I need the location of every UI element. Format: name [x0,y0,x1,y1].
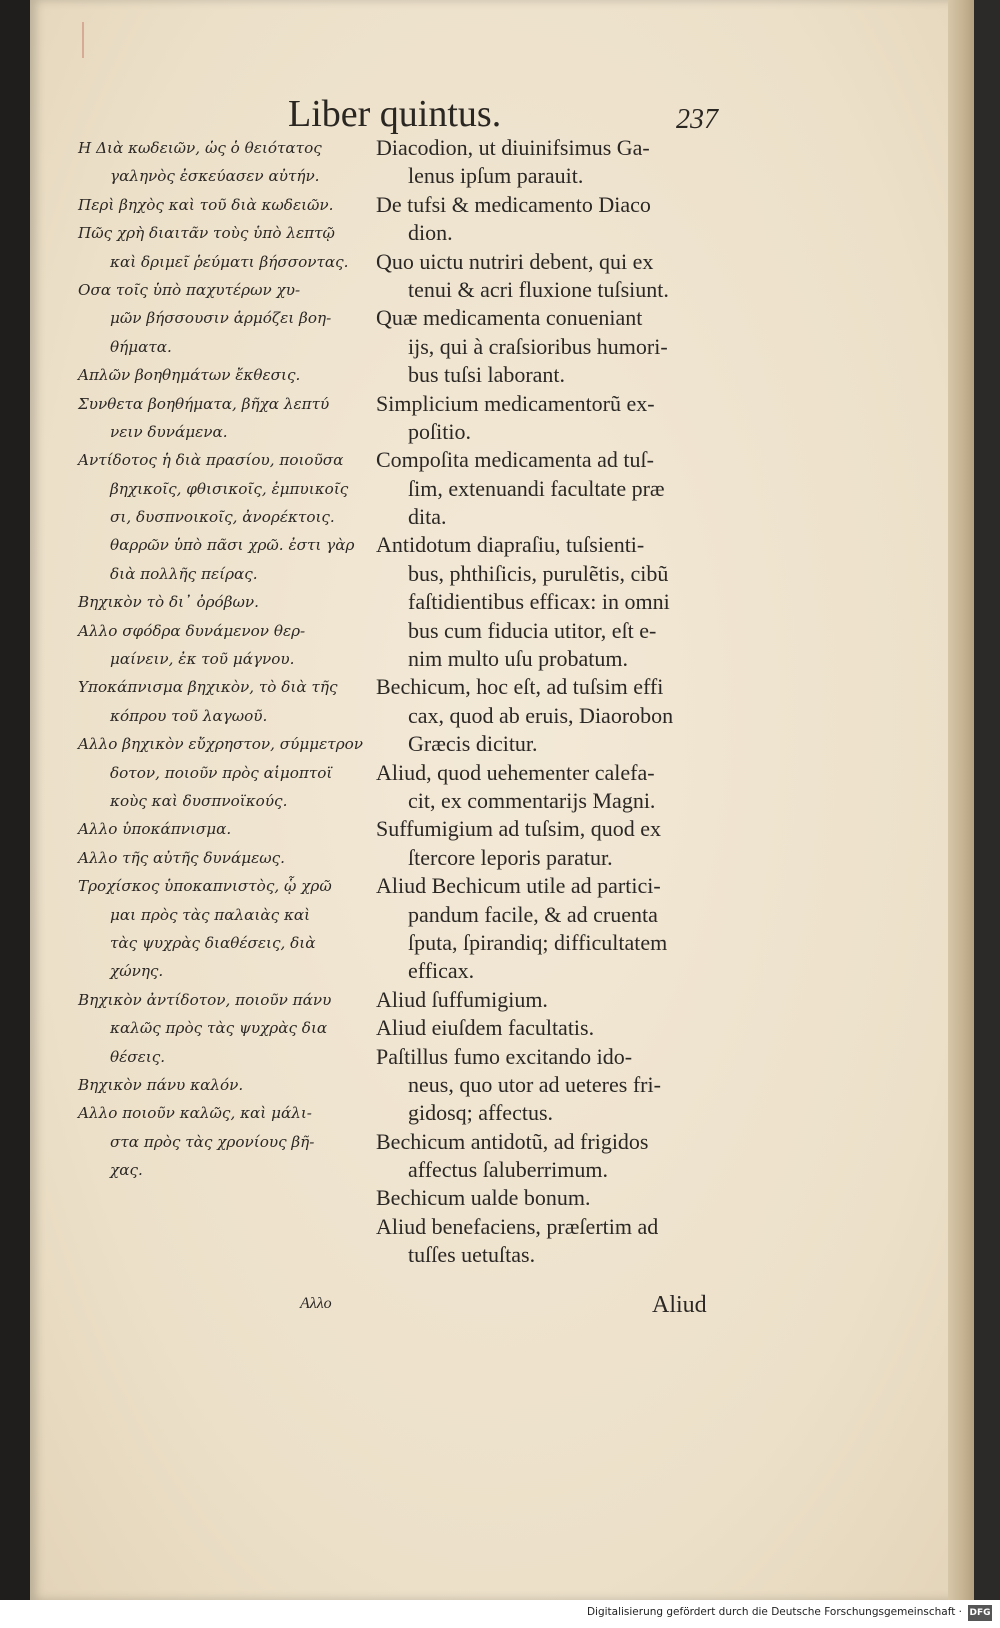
latin-entry-line: efficax. [408,958,475,984]
greek-entry-line: στα πρὸς τὰς χρονίους βῆ- [110,1132,315,1151]
latin-entry-line: Quo uictu nutriri debent, qui ex [376,248,654,274]
latin-entry-line: tenui & acri fluxione tuſsiunt. [408,276,669,302]
latin-entry-line: Diacodion, ut diuinifsimus Ga- [376,135,650,160]
latin-entry-line: pandum facile, & ad cruenta [408,901,658,927]
greek-entry-line: διὰ πολλῆς πείρας. [110,564,258,583]
latin-entry-line: Paſtillus fumo excitando ido- [376,1043,633,1069]
greek-entry-line: κοὺς καὶ δυσπνοϊκούς. [110,791,288,810]
greek-entry-line: Συνθετα βοηθήματα, βῆχα λεπτύ [78,394,330,413]
greek-entry-line: Βηχικὸν πάνυ καλόν. [78,1075,244,1094]
greek-entry [78,588,378,616]
latin-entry [376,1128,721,1185]
greek-entry-line: Τροχίσκος ὑποκαπνιστὸς, ᾧ χρῶ [78,877,332,896]
greek-entry-line: μαίνειν, ἐκ τοῦ μάγνου. [110,650,295,669]
greek-entry-line: Περὶ βηχὸς καὶ τοῦ διὰ κωδειῶν. [78,195,334,214]
greek-entry-line: θαρρῶν ὑπὸ πᾶσι χρῶ. ἐστι γὰρ [110,536,355,555]
greek-entry-line: Αλλο βηχικὸν εὔχρηστον, σύμμετρον [78,735,364,754]
greek-entry-line: Απλῶν βοηθημάτων ἔκθεσις. [78,366,301,385]
page-edge [948,0,974,1600]
greek-entry-line: Αντίδοτος ἡ διὰ πρασίου, ποιοῦσα [78,451,344,470]
latin-entry [376,390,721,447]
greek-entry [78,986,378,1071]
latin-entry [376,759,721,816]
greek-entry [78,390,378,447]
greek-entry [78,191,378,219]
margin-ink-mark [82,22,84,58]
page-number: 237 [676,104,718,135]
greek-entry [78,276,378,361]
latin-entry [376,986,721,1014]
latin-entry-line: cit, ex commentarijs Magni. [408,787,656,813]
greek-entry [78,673,378,730]
running-title: Liber quintus. [288,93,502,135]
greek-entry [78,361,378,389]
greek-entry-line: μῶν βήσσουσιν ἁρμόζει βοη- [110,309,332,328]
greek-entry [78,730,378,815]
latin-entry-line: dion. [408,220,453,246]
latin-entry-line: Antidotum diapraſiu, tuſsienti- [376,532,645,558]
latin-entry [376,304,721,389]
latin-entry [376,191,721,248]
greek-entry [78,219,378,276]
latin-entry [376,673,721,758]
latin-entry-line: Aliud eiuſdem facultatis. [376,1015,595,1041]
greek-entry-line: Βηχικὸν ἀντίδοτον, ποιοῦν πάνυ [78,990,332,1009]
greek-entry-line: σι, δυσπνοικοῖς, ἀνορέκτοις. [110,508,335,527]
greek-entry [78,1099,378,1184]
greek-entry [78,872,378,986]
greek-entry-line: Βηχικὸν τὸ δι᾽ ὀρόβων. [78,593,259,612]
greek-entry [78,844,378,872]
greek-entry-line: Αλλο σφόδρα δυνάμενον θερ- [78,621,306,640]
latin-entry-line: neus, quo utor ad ueteres fri- [408,1071,661,1097]
latin-entry-line: nim multo uſu probatum. [408,646,628,672]
greek-entry-line: καὶ δριμεῖ ῥεύματι βήσσοντας. [110,252,349,271]
greek-entry-line: Αλλο ποιοῦν καλῶς, καὶ μάλι- [78,1104,312,1123]
latin-entry [376,1043,721,1128]
latin-entry-line: Bechicum ualde bonum. [376,1185,591,1211]
greek-entry-line: κόπρου τοῦ λαγωοῦ. [110,706,268,725]
greek-entry-line: δοτον, ποιοῦν πρὸς αἱμοπτοϊ [110,763,333,782]
latin-entry-line: bus cum fiducia utitor, eſt e- [408,617,657,643]
greek-entry-line: Πῶς χρὴ διαιτᾶν τοὺς ὑπὸ λεπτῷ [78,224,335,243]
latin-entry-line: faſtidientibus efficax: in omni [408,589,670,615]
latin-entry-line: Bechicum, hoc eſt, ad tuſsim effi [376,674,664,700]
latin-entry-line: Græcis dicitur. [408,731,538,757]
greek-entry [78,134,378,191]
latin-entry [376,815,721,872]
latin-entry-line: poſitio. [408,418,471,444]
catchword-greek: Αλλο [300,1295,332,1312]
latin-entry-line: ſim, extenuandi facultate præ [408,475,665,501]
greek-entry-line: Αλλο ὑποκάπνισμα. [78,820,232,839]
latin-entry [376,531,721,673]
latin-entry-line: De tufsi & medicamento Diaco [376,191,651,217]
book-page [30,0,974,1600]
latin-entry-line: Bechicum antidotũ, ad frigidos [376,1128,649,1154]
latin-entry-line: Aliud, quod uehementer calefa- [376,759,655,785]
greek-entry-line: χας. [110,1161,143,1180]
latin-entry-line: ijs, qui à craſsioribus humori- [408,333,668,359]
latin-entry [376,248,721,305]
scan-background [0,0,30,1628]
greek-entry [78,1071,378,1099]
greek-entry [78,617,378,674]
funding-credit: Digitalisierung gefördert durch die Deutsche Forschungsgemeinschaft · [586,1606,962,1618]
greek-entry-line: νειν δυνάμενα. [110,422,228,441]
latin-entry-line: tuſſes uetuſtas. [408,1242,536,1268]
latin-entry-line: Aliud Bechicum utile ad partici- [376,873,661,899]
latin-entry-line: bus, phthiſicis, purulẽtis, cibũ [408,560,669,586]
latin-entry [376,1184,721,1212]
greek-entry-line: Η Διὰ κωδειῶν, ὡς ὁ θειότατος [78,139,322,157]
latin-entry-line: Aliud ſuffumigium. [376,986,548,1012]
latin-index-column [376,134,721,1270]
latin-entry [376,1213,721,1270]
latin-entry-line: Quæ medicamenta conueniant [376,305,643,331]
latin-entry-line: lenus ipſum parauit. [408,163,584,189]
latin-entry-line: bus tuſsi laborant. [408,362,566,388]
greek-entry-line: γαληνὸς ἐσκεύασεν αὐτήν. [110,167,320,186]
latin-entry-line: Suffumigium ad tuſsim, quod ex [376,816,661,842]
dfg-logo-icon: DFG [968,1605,992,1621]
latin-entry [376,134,721,191]
greek-entry-line: καλῶς πρὸς τὰς ψυχρὰς δια [110,1019,328,1038]
greek-entry-line: Υποκάπνισμα βηχικὸν, τὸ διὰ τῆς [78,678,338,697]
greek-entry [78,815,378,843]
latin-entry [376,872,721,986]
catchword-latin: Aliud [652,1292,707,1318]
latin-entry-line: Compoſita medicamenta ad tuſ- [376,447,654,473]
greek-entry-line: θέσεις. [110,1047,166,1066]
latin-entry-line: ſputa, ſpirandiq; difficultatem [408,929,668,955]
greek-index-column [78,134,378,1184]
greek-entry-line: Οσα τοῖς ὑπὸ παχυτέρων χυ- [78,280,301,299]
greek-entry-line: θήματα. [110,337,172,356]
latin-entry-line: dita. [408,504,447,530]
greek-entry-line: χώνης. [110,962,164,981]
digitization-footer [0,1600,1000,1628]
latin-entry-line: Aliud benefaciens, præſertim ad [376,1213,659,1239]
latin-entry-line: cax, quod ab eruis, Diaorobon [408,702,674,728]
latin-entry-line: gidosq; affectus. [408,1100,554,1126]
greek-entry-line: μαι πρὸς τὰς παλαιὰς καὶ [110,905,311,924]
greek-entry-line: Αλλο τῆς αὐτῆς δυνάμεως. [78,848,285,867]
greek-entry-line: τὰς ψυχρὰς διαθέσεις, διὰ [110,933,316,952]
greek-entry [78,446,378,588]
latin-entry-line: ſtercore leporis paratur. [408,844,613,870]
latin-entry [376,446,721,531]
greek-entry-line: βηχικοῖς, φθισικοῖς, ἐμπυικοῖς [110,479,349,498]
latin-entry [376,1014,721,1042]
latin-entry-line: Simplicium medicamentorũ ex- [376,390,655,416]
latin-entry-line: affectus ſaluberrimum. [408,1157,608,1183]
